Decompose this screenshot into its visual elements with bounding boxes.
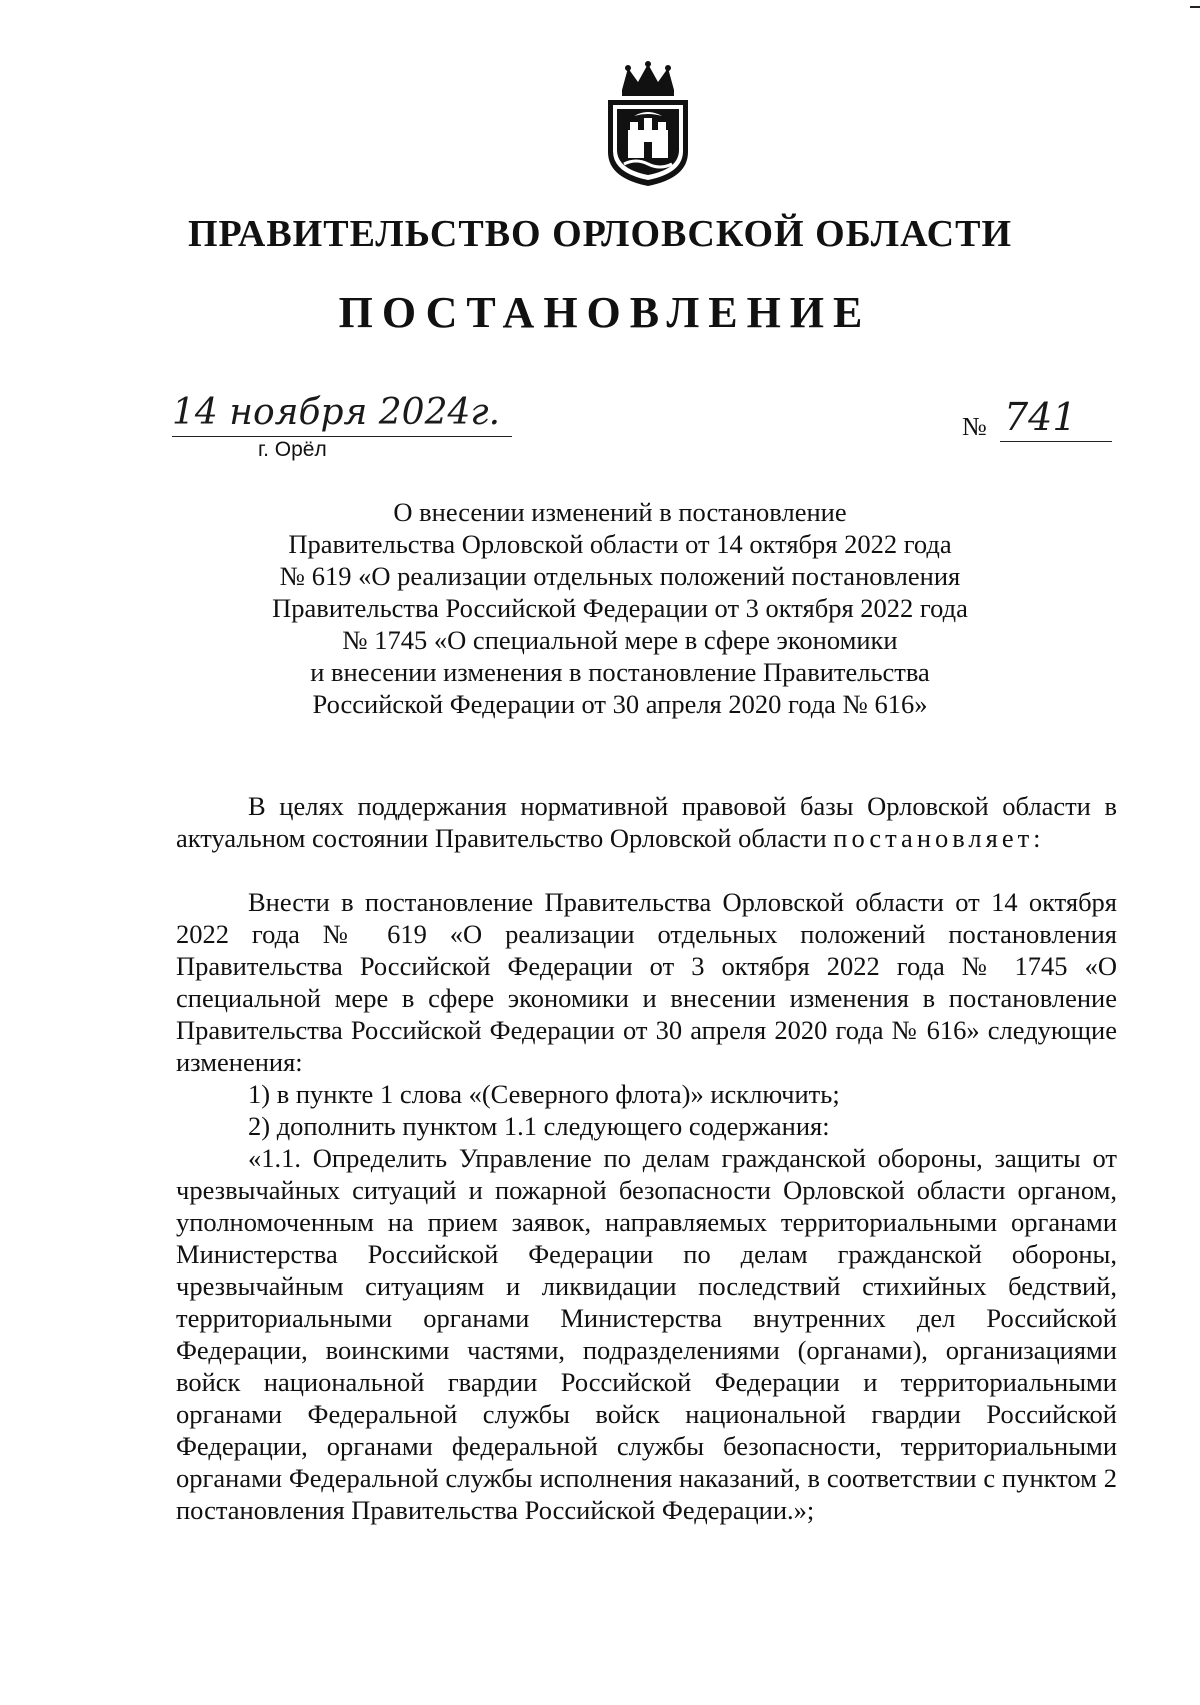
document-type-heading: ПОСТАНОВЛЕНИЕ (338, 288, 872, 337)
subject-line: Российской Федерации от 30 апреля 2020 года № 616» (312, 689, 928, 719)
subject-line: № 1745 «О специальной мере в сфере экономики (342, 625, 898, 655)
coat-of-arms-emblem (600, 60, 696, 188)
document-body (176, 790, 1117, 1526)
preamble-action: постановляет: (833, 823, 1045, 853)
intro-paragraph: Внести в постановление Правительства Орловской области от 14 октября 2022 года № 619 «О реализации отдельных положений постановления Правительства Российской Федерации от 3 октября 2022 года № 1745 «О специальной мере в сфере экономики и внесении изменения в постановление Правительства Российской Федерации от 30 апреля 2020 года № 616» следующие изменения: (176, 887, 1117, 1077)
handwritten-number-text: 741 (1004, 395, 1077, 439)
subject-line: О внесении изменений в постановление (393, 497, 847, 527)
handwritten-date (172, 384, 512, 440)
city-label: г. Орёл (258, 438, 327, 461)
preamble-paragraph (176, 790, 1117, 854)
number-label: № (962, 412, 987, 441)
document-subject (0, 496, 1200, 720)
subject-line: Правительства Орловской области от 14 октября 2022 года (288, 529, 952, 559)
subject-line: Правительства Российской Федерации от 3 октября 2022 года (272, 593, 968, 623)
subject-line: и внесении изменения в постановление Правительства (310, 657, 930, 687)
list-item-1: 1) в пункте 1 слова «(Северного флота)» исключить; (248, 1079, 840, 1109)
list-item-2: 2) дополнить пунктом 1.1 следующего содержания: (248, 1111, 830, 1141)
number-underline (1000, 441, 1112, 442)
date-underline (172, 436, 512, 437)
organization-title: ПРАВИТЕЛЬСТВО ОРЛОВСКОЙ ОБЛАСТИ (187, 213, 1013, 255)
handwritten-number (1000, 392, 1110, 440)
preamble-text: В целях поддержания нормативной правовой базы Орловской области в актуальном состоянии Правительство Орловской области (176, 791, 1117, 853)
scan-edge-mark (1190, 6, 1200, 8)
handwritten-date-text: 14 ноября 2024г. (172, 392, 501, 433)
quoted-clause: «1.1. Определить Управление по делам гражданской обороны, защиты от чрезвычайных ситуаций и пожарной безопасности Орловской области органом, уполномоченным на прием заявок, направляемых территориальными органами Министерства Российской Федерации по делам гражданской обороны, чрезвычайным ситуациям и ликвидации последствий стихийных бедствий, территориальными органами Министерства внутренних дел Российской Федерации, воинскими частями, подразделениями (органами), организациями войск национальной гвардии Российской Федерации и территориальными органами Федеральной службы войск национальной гвардии Российской Федерации, органами федеральной службы безопасности, территориальными органами Федеральной службы исполнения наказаний, в соответствии с пунктом 2 постановления Правительства Российской Федерации.»; (176, 1143, 1117, 1525)
subject-line: № 619 «О реализации отдельных положений постановления (279, 561, 961, 591)
